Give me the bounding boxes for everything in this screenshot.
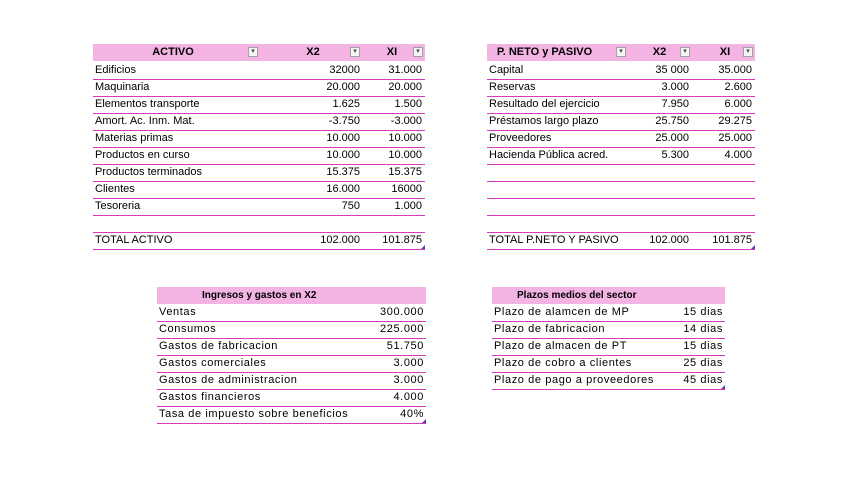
row-value: 51.750 [386,340,424,352]
row-value-x1: 16000 [391,183,422,195]
row-value-x2: -3.750 [328,115,360,127]
row-label: Materias primas [95,132,174,144]
row-label: Gastos comerciales [159,357,267,369]
row-label: Proveedores [489,132,552,144]
row-label: Edificios [95,64,136,76]
table-row [157,305,426,322]
table-row [93,216,425,233]
table-row [487,97,755,114]
table-row [157,407,426,424]
filter-dropdown-icon[interactable]: ▾ [350,47,360,57]
row-label: Gastos financieros [159,391,261,403]
pasivo-header-x1: XI [719,46,731,58]
row-value: 4.000 [393,391,424,403]
row-value-x1: 15.375 [388,166,422,178]
row-value-x2: 15.375 [326,166,360,178]
row-value-x2: 10.000 [326,132,360,144]
row-label: TOTAL ACTIVO [95,234,173,246]
row-label: Plazo de alamcen de MP [494,306,630,318]
row-value-x1: 35.000 [718,64,752,76]
plazos-header-label: Plazos medios del sector [517,290,637,301]
row-value-x2: 35 000 [655,64,689,76]
row-label: Plazo de almacen de PT [494,340,628,352]
table-row [157,390,426,407]
table-row [93,148,425,165]
table-row [492,339,725,356]
table-row [492,356,725,373]
row-value-x2: 20.000 [326,81,360,93]
row-value-x1: 29.275 [718,115,752,127]
activo-header-x1: XI [386,46,398,58]
row-value-x1: 20.000 [388,81,422,93]
activo-table [93,44,425,250]
filter-dropdown-icon[interactable]: ▾ [413,47,423,57]
table-resize-handle[interactable] [421,245,425,249]
table-row [93,182,425,199]
row-label: Gastos de administracion [159,374,298,386]
table-row [157,339,426,356]
row-label: Consumos [159,323,217,335]
row-value-x2: 25.000 [655,132,689,144]
activo-header-row [93,44,425,61]
row-value-x2: 5.300 [661,149,689,161]
pasivo-header-x2: X2 [652,46,667,58]
row-label: Plazo de fabricacion [494,323,606,335]
row-label: Préstamos largo plazo [489,115,599,127]
row-value-x2: 3.000 [661,81,689,93]
row-label: Productos en curso [95,149,190,161]
row-value: 40% [400,408,424,420]
ingresos-header-row [157,287,426,304]
activo-header-x2: X2 [306,46,320,58]
table-row [93,63,425,80]
row-value-x2: 102.000 [649,234,689,246]
table-row [93,80,425,97]
row-value-x2: 10.000 [326,149,360,161]
row-value: 15 dias [683,340,723,352]
table-row [492,305,725,322]
row-value-x2: 1.625 [332,98,360,110]
row-label: Resultado del ejercicio [489,98,600,110]
ingresos-header-label: Ingresos y gastos en X2 [202,290,317,301]
row-value: 15 dias [683,306,723,318]
pasivo-header-row [487,44,755,61]
row-label: Elementos transporte [95,98,200,110]
row-value-x2: 7.950 [661,98,689,110]
plazos-header-row [492,287,725,304]
row-value-x1: 1.000 [394,200,422,212]
table-row [487,131,755,148]
table-row [492,322,725,339]
table-row [492,373,725,390]
table-row [93,97,425,114]
row-value-x1: 1.500 [394,98,422,110]
row-label: Hacienda Pública acred. [489,149,609,161]
row-label: Productos terminados [95,166,202,178]
row-value: 45 dias [683,374,723,386]
table-row [487,233,755,250]
row-value: 25 dias [683,357,723,369]
row-value: 14 dias [683,323,723,335]
table-resize-handle[interactable] [751,245,755,249]
table-row [487,114,755,131]
table-row [487,80,755,97]
row-value: 300.000 [380,306,424,318]
table-row [157,322,426,339]
row-value-x1: 6.000 [724,98,752,110]
table-row [487,148,755,165]
table-row [93,114,425,131]
row-label: Maquinaria [95,81,150,93]
row-value-x2: 750 [341,200,360,212]
plazos-table [492,287,725,390]
row-value-x1: -3.000 [390,115,422,127]
row-value-x1: 101.875 [382,234,422,246]
row-value-x2: 32000 [329,64,360,76]
table-row [157,356,426,373]
table-row [487,182,755,199]
row-value-x2: 25.750 [655,115,689,127]
row-value-x1: 25.000 [718,132,752,144]
row-label: Tesoreria [95,200,141,212]
row-value-x1: 10.000 [388,132,422,144]
row-label: TOTAL P.NETO Y PASIVO [489,234,619,246]
row-label: Ventas [159,306,197,318]
filter-dropdown-icon[interactable]: ▾ [680,47,690,57]
row-value: 3.000 [393,357,424,369]
activo-header-label: ACTIVO [152,46,194,58]
row-value-x1: 10.000 [388,149,422,161]
filter-dropdown-icon[interactable]: ▾ [743,47,753,57]
filter-dropdown-icon[interactable]: ▾ [616,47,626,57]
table-row [93,199,425,216]
row-label: Capital [489,64,524,76]
row-value-x1: 2.600 [724,81,752,93]
row-value-x1: 4.000 [724,149,752,161]
row-label: Amort. Ac. Inm. Mat. [95,115,195,127]
row-label: Clientes [95,183,135,195]
row-label: Gastos de fabricacion [159,340,278,352]
row-label: Plazo de pago a proveedores [494,374,654,386]
table-row [157,373,426,390]
row-label: Tasa de impuesto sobre beneficios [159,408,349,420]
table-resize-handle[interactable] [721,385,725,389]
row-value-x2: 102.000 [320,234,360,246]
table-row [93,131,425,148]
table-resize-handle[interactable] [422,419,426,423]
table-row [487,165,755,182]
row-value: 3.000 [393,374,424,386]
row-label: Plazo de cobro a clientes [494,357,632,369]
row-value: 225.000 [380,323,424,335]
row-value-x1: 31.000 [388,64,422,76]
filter-dropdown-icon[interactable]: ▾ [248,47,258,57]
table-row [487,216,755,233]
pasivo-table [487,44,755,250]
pasivo-header-label: P. NETO y PASIVO [496,46,593,58]
table-row [487,63,755,80]
table-row [487,199,755,216]
table-row [93,165,425,182]
ingresos-table [157,287,426,424]
row-value-x2: 16.000 [326,183,360,195]
row-value-x1: 101.875 [712,234,752,246]
table-row [93,233,425,250]
row-label: Reservas [489,81,536,93]
